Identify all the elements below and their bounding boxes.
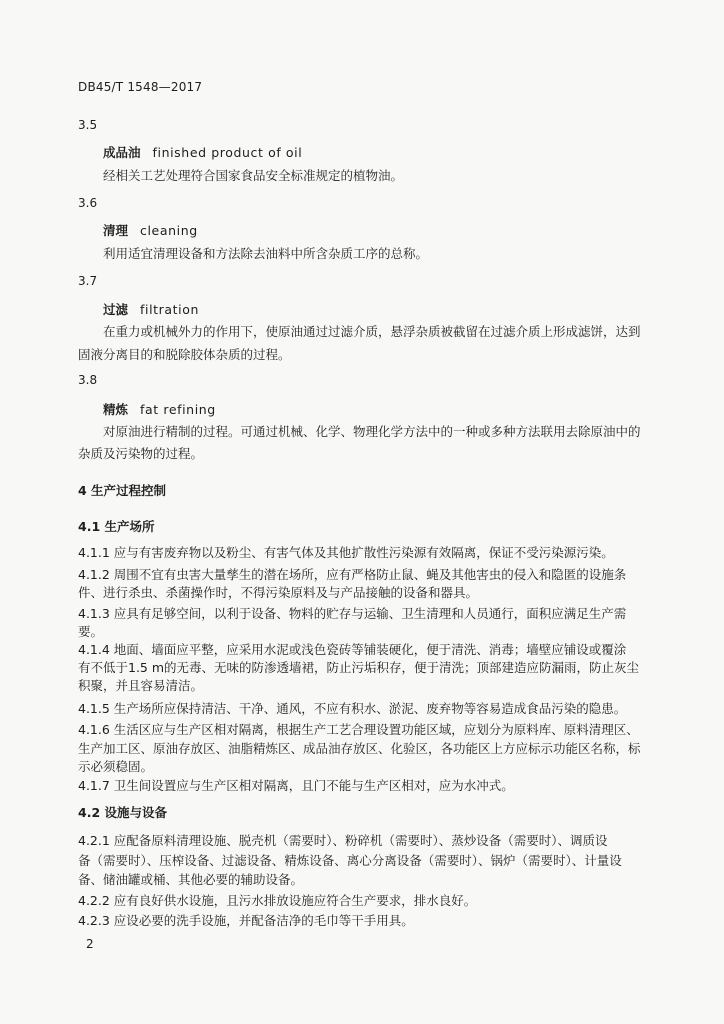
term-heading [103,221,198,239]
term-definition: 杂质及污染物的过程。 [78,446,204,461]
clause-line: 备、储油罐或桶、其他必要的辅助设备。 [78,872,304,887]
clause-line: 4.2.3 应设必要的洗手设施，并配备洁净的毛巾等干手用具。 [78,913,414,928]
term-heading [103,143,302,161]
term-definition: 利用适宜清理设备和方法除去油料中所含杂质工序的总称。 [103,246,429,261]
term-chinese: 成品油 [103,145,141,160]
term-number: 3.5 [78,118,98,132]
term-chinese: 清理 [103,223,129,238]
term-english: fat refining [140,402,216,417]
clause-line: 件、进行杀虫、杀菌操作时，不得污染原料及与产品接触的设备和器具。 [78,585,479,600]
clause-line: 4.1.3 应具有足够空间，以利于设备、物料的贮存与运输、卫生清理和人员通行，面积应满足生产需 [78,606,627,621]
term-english: cleaning [140,223,198,238]
term-definition: 对原油进行精制的过程。可通过机械、化学、物理化学方法中的一种或多种方法联用去除原油中的 [103,424,641,439]
clause-line: 生产加工区、原油存放区、油脂精炼区、成品油存放区、化验区，各功能区上方应标示功能区名称，标 [78,741,641,756]
clause-line: 备（需要时）、压榨设备、过滤设备、精炼设备、离心分离设备（需要时）、锅炉（需要时）、计量设 [78,853,622,868]
clause-line: 有不低于1.5 m的无毒、无味的防渗透墙裙，防止污垢积存，便于清洗；顶部建造应防漏雨，防止灰尘 [78,660,640,675]
term-number: 3.6 [78,196,98,210]
clause-line: 4.2.2 应有良好供水设施，且污水排放设施应符合生产要求，排水良好。 [78,893,477,908]
term-heading [103,300,199,318]
clause-line: 4.1.2 周围不宜有虫害大量孳生的潜在场所，应有严格防止鼠、蝇及其他害虫的侵入和隐匿的设施条 [78,567,627,582]
document-code: DB45/T 1548—2017 [78,80,203,94]
term-chinese: 精炼 [103,402,129,417]
term-number: 3.8 [78,373,98,387]
clause-line: 积聚，并且容易清洁。 [78,678,204,693]
clause-line: 4.2.1 应配备原料清理设施、脱壳机（需要时）、粉碎机（需要时）、蒸炒设备（需要时）、调质设 [78,833,608,848]
clause-line: 4.1.4 地面、墙面应平整，应采用水泥或浅色瓷砖等铺装硬化，便于清洗、消毒；墙壁应铺设或覆涂 [78,642,627,657]
term-definition: 经相关工艺处理符合国家食品安全标准规定的植物油。 [103,168,404,183]
term-definition: 固液分离目的和脱除胶体杂质的过程。 [78,347,291,362]
term-definition: 在重力或机械外力的作用下，使原油通过过滤介质，悬浮杂质被截留在过滤介质上形成滤饼，达到 [103,324,641,339]
term-heading [103,400,216,418]
clause-line: 示必须稳固。 [78,759,154,774]
page-number: 2 [86,937,94,951]
term-english: finished product of oil [152,145,303,160]
subsection-heading: 4.2 设施与设备 [78,805,167,820]
subsection-heading: 4.1 生产场所 [78,519,155,534]
clause-line: 4.1.6 生活区应与生产区相对隔离，根据生产工艺合理设置功能区域，应划分为原料库、原料清理区、 [78,722,639,737]
term-number: 3.7 [78,274,98,288]
clause-line: 4.1.5 生产场所应保持清洁、干净、通风，不应有积水、淤泥、废弃物等容易造成食品污染的隐患。 [78,701,627,716]
section-heading: 4 生产过程控制 [78,483,167,498]
clause-line: 要。 [78,624,104,639]
term-english: filtration [140,302,200,317]
term-chinese: 过滤 [103,302,129,317]
clause-line: 4.1.1 应与有害废弃物以及粉尘、有害气体及其他扩散性污染源有效隔离，保证不受污染源污染。 [78,545,614,560]
clause-line: 4.1.7 卫生间设置应与生产区相对隔离，且门不能与生产区相对，应为水冲式。 [78,778,514,793]
